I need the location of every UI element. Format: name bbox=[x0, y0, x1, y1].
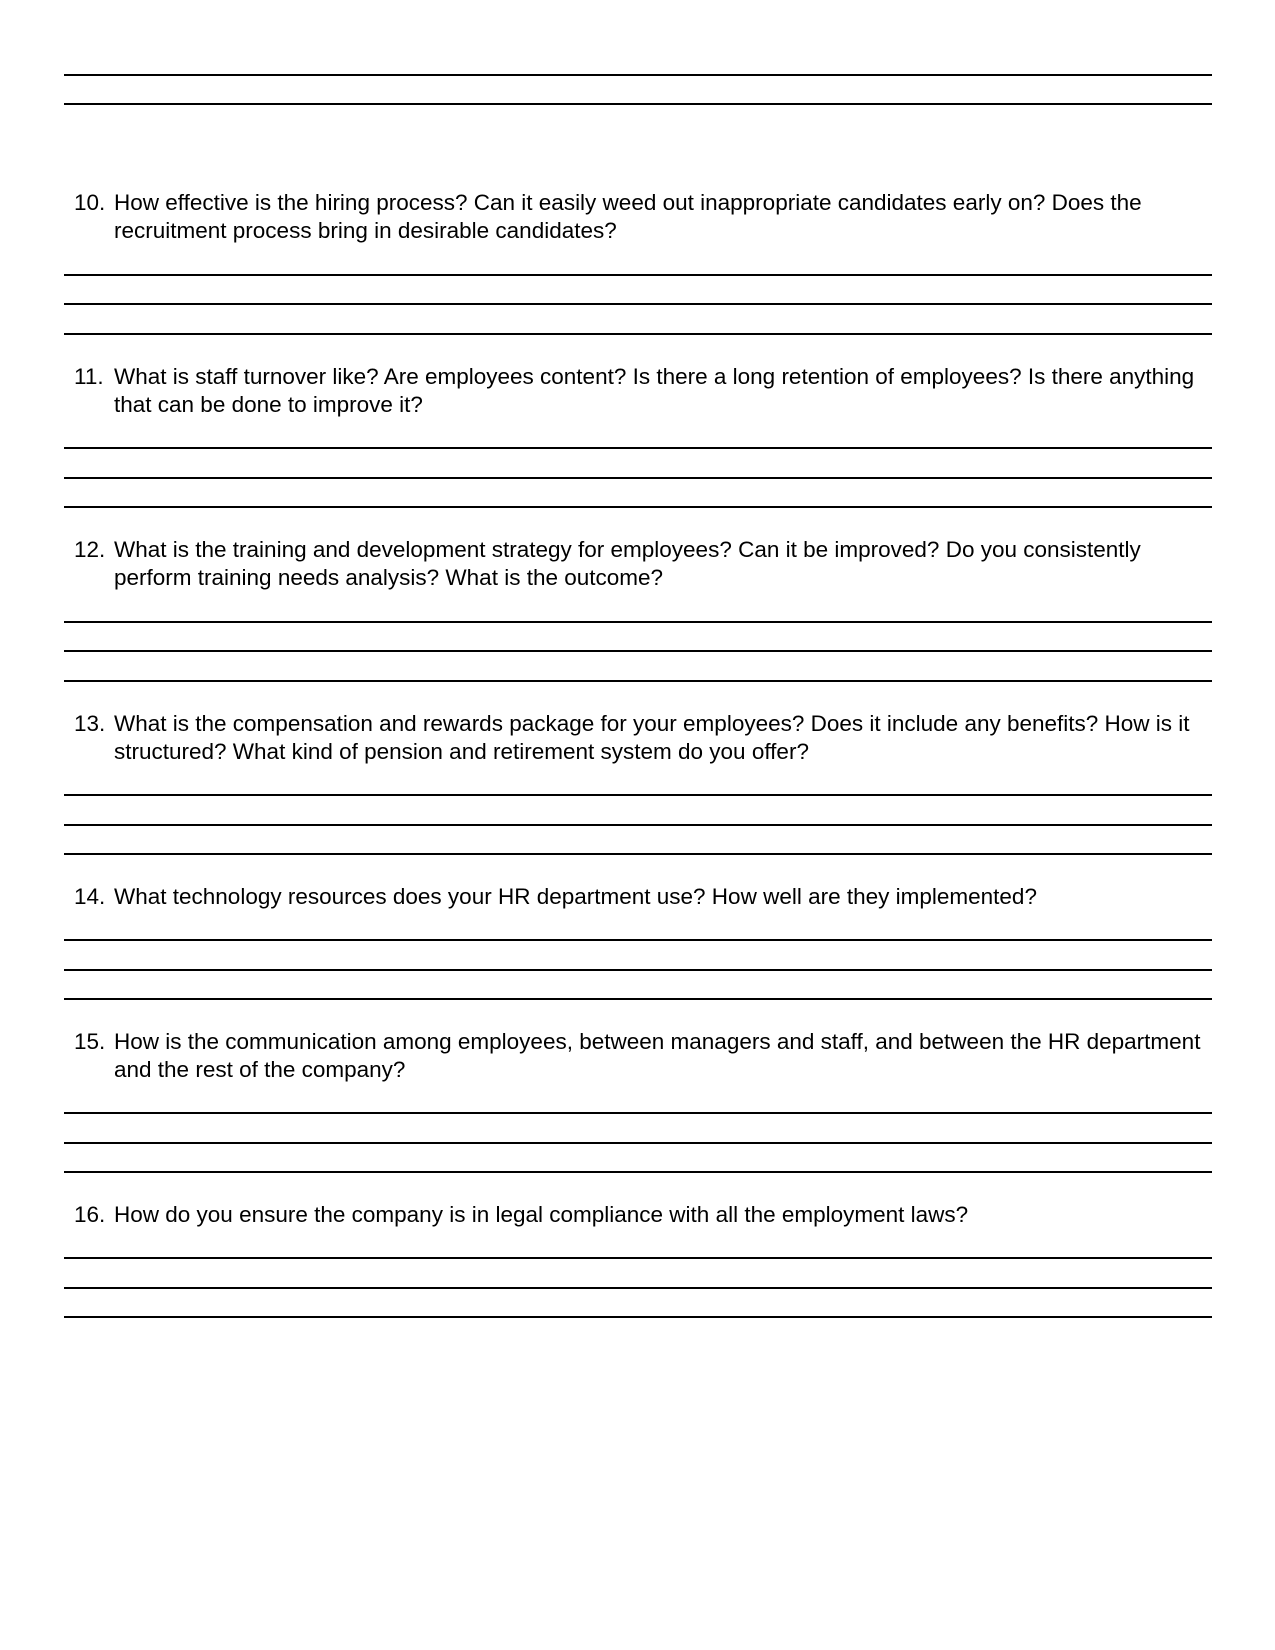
answer-line[interactable] bbox=[64, 939, 1212, 941]
answer-line[interactable] bbox=[64, 680, 1212, 682]
answer-line[interactable] bbox=[64, 1112, 1212, 1114]
answer-line[interactable] bbox=[64, 333, 1212, 335]
question-number: 12. bbox=[74, 537, 106, 562]
question-13 bbox=[74, 710, 1214, 766]
question-number: 15. bbox=[74, 1029, 106, 1054]
question-text: What technology resources does your HR department use? How well are they implemented? bbox=[114, 884, 1037, 909]
question-text: How effective is the hiring process? Can it easily weed out inappropriate candidates early on? Does the recruitment process bring in desirable candidates? bbox=[114, 190, 1142, 243]
answer-line[interactable] bbox=[64, 1287, 1212, 1289]
answer-line[interactable] bbox=[64, 303, 1212, 305]
question-text: What is staff turnover like? Are employees content? Is there a long retention of employees? Is there anything that can be done to improve it? bbox=[114, 364, 1195, 417]
question-10 bbox=[74, 189, 1214, 245]
question-number: 10. bbox=[74, 190, 106, 215]
answer-line[interactable] bbox=[64, 998, 1212, 1000]
question-text: What is the compensation and rewards package for your employees? Does it include any benefits? How is it structured? What kind of pension and retirement system do you offer? bbox=[114, 711, 1190, 764]
answer-line[interactable] bbox=[64, 1142, 1212, 1144]
question-number: 13. bbox=[74, 711, 106, 736]
answer-line[interactable] bbox=[64, 650, 1212, 652]
answer-line[interactable] bbox=[64, 1316, 1212, 1318]
question-text: What is the training and development strategy for employees? Can it be improved? Do you consistently perform training needs analysis? What is the outcome? bbox=[114, 537, 1141, 590]
answer-line[interactable] bbox=[64, 477, 1212, 479]
answer-line[interactable] bbox=[64, 274, 1212, 276]
answer-line[interactable] bbox=[64, 103, 1212, 105]
answer-line[interactable] bbox=[64, 824, 1212, 826]
question-number: 14. bbox=[74, 884, 106, 909]
question-15 bbox=[74, 1028, 1214, 1084]
question-number: 11. bbox=[74, 364, 104, 389]
question-16 bbox=[74, 1201, 1214, 1229]
answer-line[interactable] bbox=[64, 1171, 1212, 1173]
question-11 bbox=[74, 363, 1214, 419]
question-text: How is the communication among employees, between managers and staff, and between the HR department and the rest of the company? bbox=[114, 1029, 1201, 1082]
answer-line[interactable] bbox=[64, 969, 1212, 971]
answer-line[interactable] bbox=[64, 853, 1212, 855]
question-14 bbox=[74, 883, 1214, 911]
question-text: How do you ensure the company is in legal compliance with all the employment laws? bbox=[114, 1202, 969, 1227]
answer-line[interactable] bbox=[64, 506, 1212, 508]
answer-line[interactable] bbox=[64, 621, 1212, 623]
answer-line[interactable] bbox=[64, 794, 1212, 796]
answer-line[interactable] bbox=[64, 74, 1212, 76]
question-number: 16. bbox=[74, 1202, 106, 1227]
answer-line[interactable] bbox=[64, 447, 1212, 449]
answer-line[interactable] bbox=[64, 1257, 1212, 1259]
question-12 bbox=[74, 536, 1214, 592]
